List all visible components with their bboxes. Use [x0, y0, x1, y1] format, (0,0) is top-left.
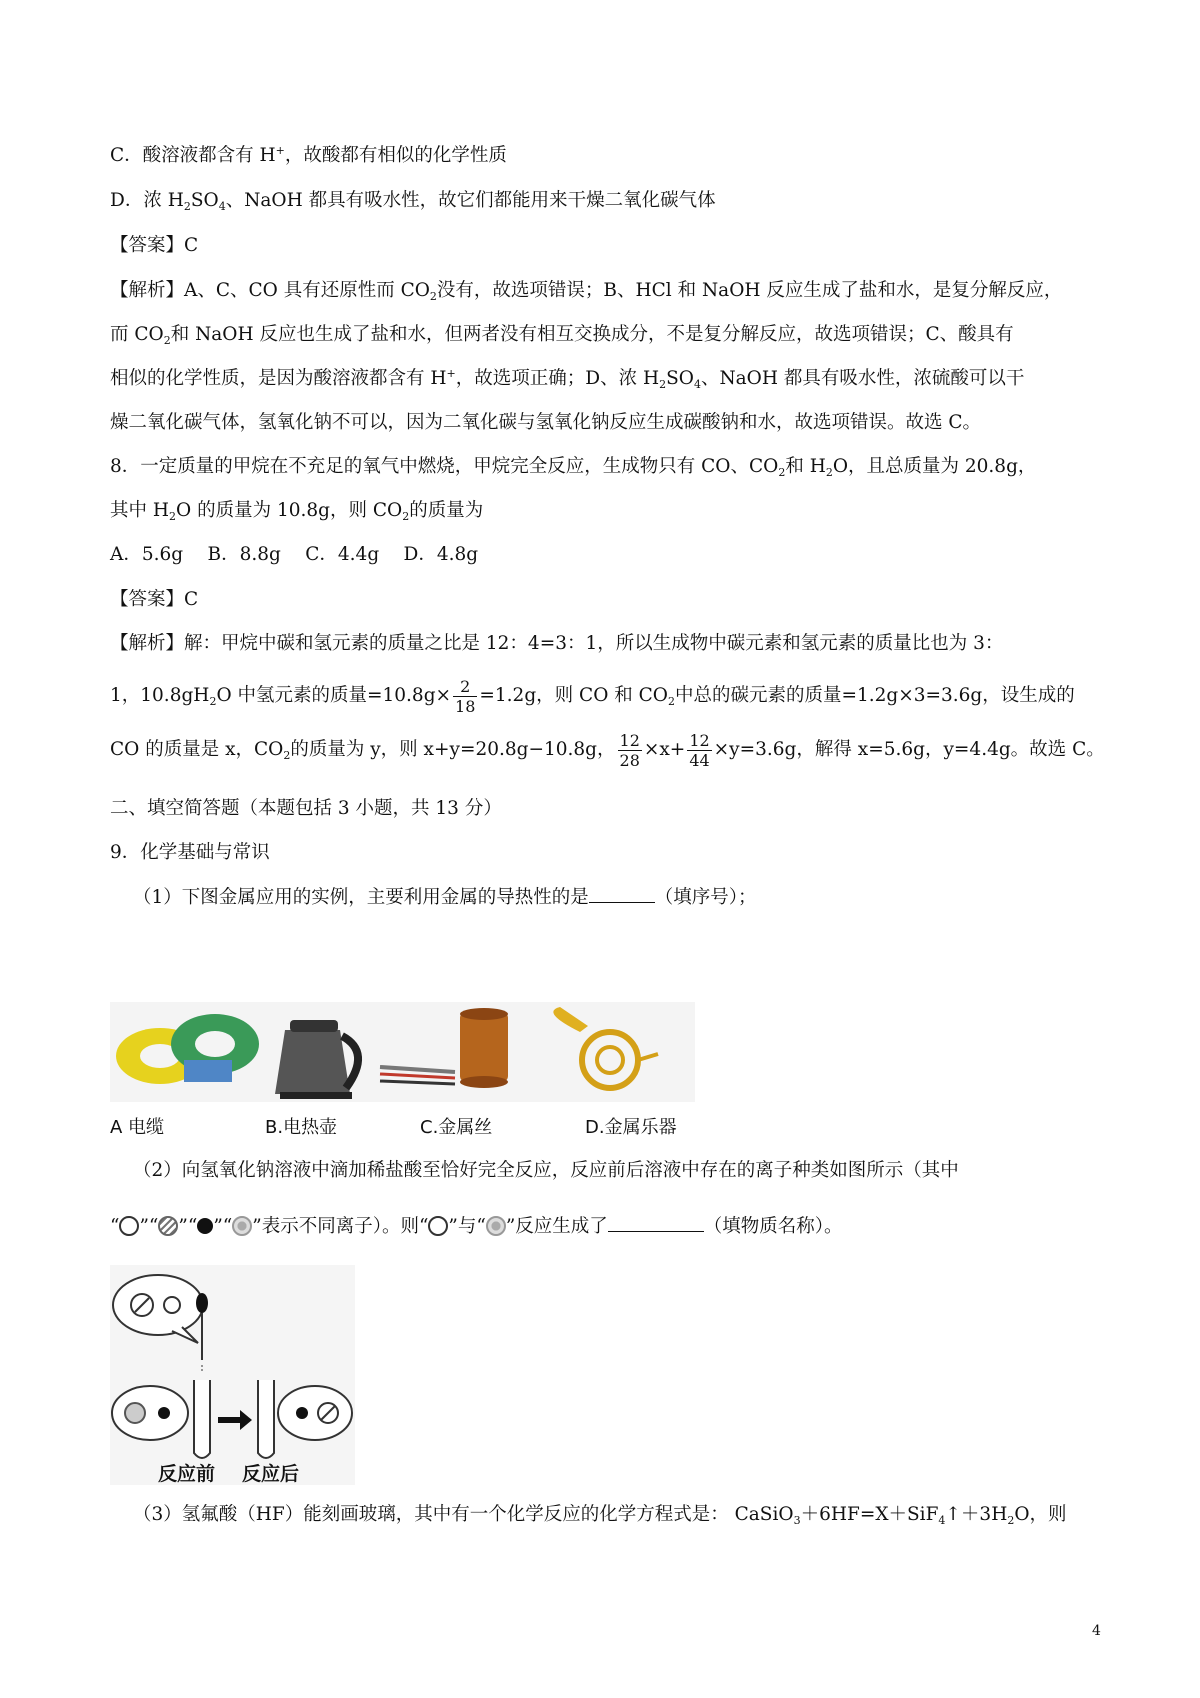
speech-bubble-before	[112, 1386, 188, 1440]
speech-bubble-after	[278, 1386, 352, 1440]
explanation-8-line-1: 【解析】解：甲烷中碳和氢元素的质量之比是 12：4=3：1，所以生成物中碳元素和氢元素的质量比也为 3：	[110, 633, 1004, 654]
test-tube-after	[258, 1380, 274, 1458]
explanation-7-line-1: 【解析】A、C、CO 具有还原性而 $CO_2$没有，故选项错误；B、HCl 和 NaOH 反应生成了盐和水，是复分解反应，	[110, 280, 1063, 303]
question-9-title: 9．化学基础与常识	[110, 842, 270, 863]
open-circle-ion-icon	[428, 1216, 448, 1236]
answer-8: 【答案】C	[110, 589, 199, 610]
question-8-line-2: 其中 $H_2O$ 的质量为 10.8g，则 $CO_2$的质量为	[110, 500, 484, 523]
hatched-circle-ion-icon	[158, 1216, 178, 1236]
question-9-1: （1）下图金属应用的实例，主要利用金属的导热性的是 （填序号）；	[133, 884, 757, 911]
reaction-ion-diagram	[110, 1265, 355, 1485]
explanation-7-line-4: 燥二氧化碳气体，氢氧化钠不可以，因为二氧化碳与氢氧化钠反应生成碳酸钠和水，故选项错误。故选 C。	[110, 412, 982, 433]
fraction-12-28: $\frac{12}{28}$	[619, 730, 640, 770]
page-number: 4	[1092, 1623, 1101, 1639]
question-9-2-line-2: “ ”“ ”“ ”“ ”表示不同离子）。则“ ”与“ ”反应生成了 （填物质名称）。	[110, 1213, 843, 1240]
option-d-line: D．浓 $H_2SO_4$、NaOH 都具有吸水性，故它们都能用来干燥二氧化碳气体	[110, 190, 716, 213]
label-before: 反应前	[158, 1463, 216, 1485]
label-d: D.金属乐器	[585, 1117, 677, 1138]
solid-dot-ion-icon	[197, 1218, 213, 1234]
question-9-3: （3）氢氟酸（HF）能刻画玻璃，其中有一个化学反应的化学方程式是： $CaSiO_3+6HF=X+SiF_4↑+3H_2O$，则	[133, 1504, 1067, 1527]
question-8-line-1: 8．一定质量的甲烷在不充足的氧气中燃烧，甲烷完全反应，生成物只有 CO、$CO_2$和 $H_2O$，且总质量为 20.8g，	[110, 456, 1037, 479]
answer-blank-2[interactable]	[608, 1213, 704, 1232]
shaded-circle-ion-icon	[486, 1216, 506, 1236]
fraction-2-18: $\frac{2}{18}$	[455, 676, 476, 716]
shaded-circle-ion-icon	[232, 1216, 252, 1236]
label-a: A 电缆	[110, 1117, 165, 1138]
label-b: B.电热壶	[265, 1117, 338, 1138]
open-circle-ion-icon	[119, 1216, 139, 1236]
section-2-heading: 二、填空简答题（本题包括 3 小题，共 13 分）	[110, 798, 502, 819]
explanation-7-line-3: 相似的化学性质，是因为酸溶液都含有 H+，故选项正确；D、浓 $H_2SO_4$、NaOH 都具有吸水性，浓硫酸可以干	[110, 367, 1025, 391]
answer-7: 【答案】C	[110, 235, 199, 256]
explanation-8-line-3: CO 的质量是 x，$CO_2$的质量为 y，则 x+y=20.8g−10.8g， $\frac{12}{28}$ ×x+ $\frac{12}{44}$ ×y=3.6g，解得 x=5.6g，y=4.4g。故选 C。	[110, 730, 1105, 770]
label-c: C.金属丝	[420, 1117, 493, 1138]
answer-blank-1[interactable]	[589, 884, 655, 903]
test-tube-before	[194, 1380, 210, 1458]
question-9-2-line-1: （2）向氢氧化钠溶液中滴加稀盐酸至恰好完全反应，反应前后溶液中存在的离子种类如图所示（其中	[133, 1160, 959, 1181]
explanation-8-line-2: 1，$10.8gH_2O$ 中氢元素的质量=10.8g× $\frac{2}{18}$ =1.2g，则 CO 和 $CO_2$中总的碳元素的质量=1.2g×3=3.6g，设生成的	[110, 676, 1075, 716]
label-after: 反应后	[242, 1463, 300, 1485]
metal-uses-pictures	[110, 1002, 695, 1102]
option-c-line: C．酸溶液都含有 H+，故酸都有相似的化学性质	[110, 144, 507, 166]
fraction-12-44: $\frac{12}{44}$	[689, 730, 710, 770]
explanation-7-line-2: 而 $CO_2$和 NaOH 反应也生成了盐和水，但两者没有相互交换成分，不是复分解反应，故选项错误；C、酸具有	[110, 324, 1014, 347]
question-8-options: A．5.6g B．8.8g C．4.4g D．4.8g	[110, 544, 479, 565]
